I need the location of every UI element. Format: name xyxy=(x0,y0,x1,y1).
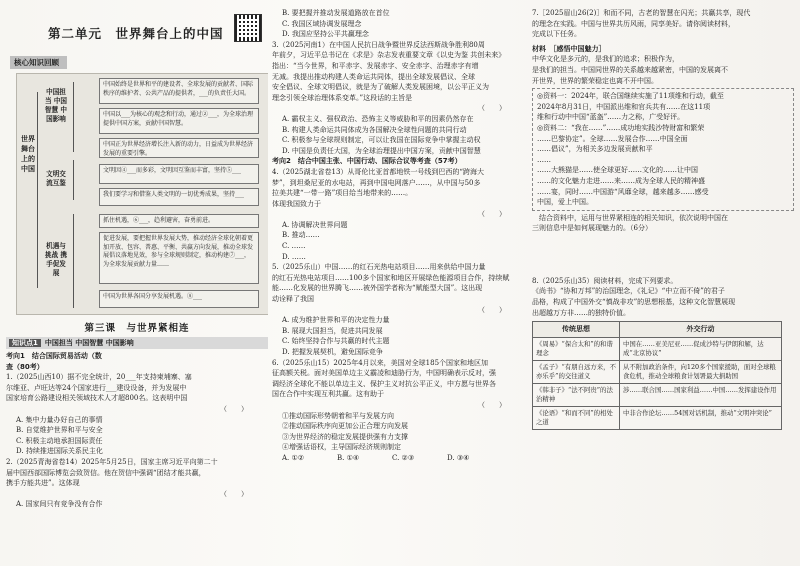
table-cell: 《孟子》“有朋自远方来，不亦乐乎”的交往道义 xyxy=(533,361,620,384)
option: C. 积极参与全球规则制定，可以让我国在国际竞争中掌握主动权 xyxy=(282,136,481,145)
question-text: 拉美共建“一带一路”项目给当地带来的……。 xyxy=(272,189,413,198)
table-cell: 中非合作论坛……54国对话机制，推动“文明冲突论” xyxy=(620,407,782,430)
mind-map-connector xyxy=(73,82,74,152)
lesson-title: 第三课 与世界紧相连 xyxy=(84,323,190,334)
question-text: 国在合作中实现互利共赢。这有助于 xyxy=(272,390,384,399)
table-cell: 中国在……亚美尼亚……促成沙特与伊朗和解，达成“北京协议” xyxy=(620,338,782,361)
task-text: 三则信息中是如何展现魅力的。（6分） xyxy=(532,224,652,233)
statement: ①推动国际形势朝着和平与发展方向 xyxy=(282,411,394,420)
option: C. 积极主动地承担国际责任 xyxy=(16,436,103,445)
mind-map-box: 中国为世界各国分享发展机遇。⑧___ xyxy=(99,290,259,308)
table-header: 传统思想 xyxy=(533,322,620,338)
material-text: 《尚书》“协和万邦”的治国理念，《礼记》“中立而不倚”的君子 xyxy=(532,287,725,296)
review-tag: 核心知识回顾 xyxy=(10,56,67,69)
option: C. 我国区域协调发展理念 xyxy=(282,19,362,28)
task-text: 结合资料中，运用与世界紧相连的相关知识，依次说明中国在 xyxy=(532,213,728,222)
option: C. ②③ xyxy=(392,453,415,462)
right-column xyxy=(532,8,794,560)
question-text: 理念引领全球治理体系变革。”这段话的主旨是 xyxy=(272,93,413,102)
material-text: ……宴，同时……中国游“风靡全球，越来越多……感受 xyxy=(537,187,709,196)
material-text: 品格，构成了中国外交“慎战非攻”的思想根基，这种文化智慧展现 xyxy=(532,298,736,307)
answer-blank: （ ） xyxy=(478,400,506,409)
option: A. 成为维护世界和平的决定性力量 xyxy=(282,316,390,325)
question-text: 指出：“当今世界，和平赤字、发展赤字、安全赤字、治理赤字有增 xyxy=(272,61,479,70)
option: D. 中国是负责任大国，为全球治理提出中国方案，贡献中国智慧 xyxy=(282,146,481,155)
question-text: 梦”，到坦桑尼亚的水电站，再到中国电网落户……，从中国与50多 xyxy=(272,178,481,187)
knowledge-point-number: 知识点1 xyxy=(9,339,41,347)
option: D. …… xyxy=(282,252,306,261)
mind-map-box: 中国正为世界经济增长注入新的动力，日益成为世界经济发展的重要引擎。 xyxy=(99,138,259,158)
exam-count: 查（80考） xyxy=(6,362,44,371)
question-text: 无减。我提出推动构建人类命运共同体，提出全球发展倡议、全球 xyxy=(272,72,475,81)
mind-map-box: 中国以___为核心的观念和行动，通过②___，为全球治理提供中国方案，贡献中国智慧。 xyxy=(99,108,259,134)
question-text: 动诠释了我国 xyxy=(272,295,314,304)
statement: ②推动国际秩序向更加公正合理方向发展 xyxy=(282,422,408,431)
option: B. 要把握并推动发展道路放在首位 xyxy=(282,9,390,17)
material-box xyxy=(532,88,794,211)
branch-opportunity: 机遇与挑战 携手促发展 xyxy=(44,242,68,277)
question-text: 征高额关税。面对美国单边主义霸凌和迪胁行为，中国明确表示反对，强 xyxy=(272,369,496,378)
material-text: ……的文化魅力走进……来……成为全球人民的精神盛 xyxy=(537,176,705,185)
table-cell: 《论语》“和而不同”的相处之道 xyxy=(533,407,620,430)
question-text: 国家培育公路建设相关领域技术人才超800名。这表明中国 xyxy=(6,394,188,403)
answer-space xyxy=(532,234,794,276)
option: D. 持续推进国际关系民主化 xyxy=(16,447,103,456)
material-text: ……大熊猫是……使全球更好……文化的……让中国 xyxy=(537,166,698,175)
table-row xyxy=(533,338,782,361)
mind-map-connector xyxy=(73,214,74,308)
option: B. 推动…… xyxy=(282,231,320,240)
option: A. ①② xyxy=(282,453,305,462)
question-text: 2.（2025青海省卷14）2025年5月25日，国家主席习近平向第二十 xyxy=(6,457,218,466)
option: C. 始终坚持合作与共赢的时代主题 xyxy=(282,337,390,346)
question-text: 的红石光热电站项目……100多个国家和地区开展绿色能源项目合作，持续赋 xyxy=(272,273,510,282)
material-text: ◎资料二：“我在……”……成功地实践沙特财富和繁荣 xyxy=(537,123,705,132)
answer-blank: （ ） xyxy=(478,210,506,219)
table-row xyxy=(533,384,782,407)
unit-title: 第二单元 世界舞台上的中国 xyxy=(48,26,224,41)
left-column xyxy=(6,8,268,560)
question-text: 1.（2025山西10）据不完全统计，20___年支持柬埔寨、塞 xyxy=(6,373,192,382)
question-text: 7.［2025眉山26(2)］和而不同，古老的智慧在闪光；共赢共享，现代 xyxy=(532,9,751,17)
question-text: 安全倡议、全球文明倡议，就是为了破解人类发展困境，以公平正义为 xyxy=(272,83,489,92)
answer-blank: （ ） xyxy=(478,305,506,314)
question-text: 年前夕，习近平总书记在《求是》杂志发表重要文章《以史为鉴 共创未来》 xyxy=(272,51,506,60)
branch-civilization: 文明交流互鉴 xyxy=(46,170,66,187)
mind-map-box: 中国始终是世界和平的建设者、全球发展的贡献者、国际秩序的维护者、公共产品的提供者，___的负责任大国。 xyxy=(99,78,259,104)
table-row xyxy=(533,407,782,430)
option: D. 我国应坚持公平共赢理念 xyxy=(282,30,369,39)
question-text: 能……化发展的世界腾飞……被外国学者称为“赋能型大国”。这出现 xyxy=(272,284,483,293)
mind-map-connector xyxy=(37,92,38,288)
table-cell: 从不附加政治条件，向120多个国家援助，面对全球粮食危机，推动全球粮食计划署最大捐助国 xyxy=(620,361,782,384)
middle-column xyxy=(272,8,526,560)
material-text: 开世界，世界的繁荣稳定也离不开中国。 xyxy=(532,76,658,85)
qr-code-icon xyxy=(234,14,262,42)
exam-direction: 考向1 结合国际贸易活动（数 xyxy=(6,352,102,360)
table-header: 外交行动 xyxy=(620,322,782,338)
table-cell: 《韩非子》“法不阿贵”的法治精神 xyxy=(533,384,620,407)
material-text: 中国，爱上中国。 xyxy=(537,198,593,207)
answer-blank: （ ） xyxy=(220,404,248,413)
question-text: 4.（2025湖北省卷13）从哥伦比亚首都地铁一号线到巴西的“跨海大 xyxy=(272,167,484,176)
culture-diplomacy-table xyxy=(532,321,782,430)
option: B. 展现大国担当，促进共同发展 xyxy=(282,326,383,335)
question-text: 携手方能共进”。这体现 xyxy=(6,479,80,488)
question-text: 8.（2025乐山35）阅读材料，完成下列要求。 xyxy=(532,276,678,285)
mind-map-box: 我们要学习和借鉴人类文明的一切优秀成果，坚持___ xyxy=(99,188,259,206)
option: D. 把握发展契机，避免国际竞争 xyxy=(282,348,383,356)
question-text: 调经济全球化不能以单边主义、保护主义对抗公平正义，中方愿与世界各 xyxy=(272,379,496,388)
knowledge-point-title: 中国担当 中国智慧 中国影响 xyxy=(44,339,134,347)
mind-map xyxy=(16,73,268,315)
option: A. 国家间只有竞争没有合作 xyxy=(16,500,103,509)
mind-map-root: 世界舞台上的中国 xyxy=(21,134,35,173)
question-text: 6.（2025乐山15）2025年4月以来，美国对全球185个国家和地区加 xyxy=(272,358,489,367)
mind-map-connector xyxy=(73,160,74,200)
material-text: ◎资料一：2024年，联合国继续实施了11项维和行动，截至 xyxy=(537,92,724,101)
question-text: 3.（2025河南1）在中国人民抗日战争暨世界反法西斯战争胜利80周 xyxy=(272,40,485,49)
material-text: ……倡议”，为相关多边发展贡献和平 xyxy=(537,145,653,154)
material-text: ……巴黎协定”。全球……发展合作……中国全面 xyxy=(537,134,688,143)
material-text: …… xyxy=(537,155,551,164)
material-text: 中华文化是多元的，是我们的追求；积极作为， xyxy=(532,55,679,64)
option: B. 自觉维护世界和平与安全 xyxy=(16,426,103,435)
material-title: 材料 ［感悟中国魅力］ xyxy=(532,44,606,53)
question-text: 完成以下任务。 xyxy=(532,30,581,39)
option: B. ①④ xyxy=(337,453,360,462)
mind-map-box: 文明因④___而多彩，文明因互鉴而丰富，坚持⑤___ xyxy=(99,164,259,184)
mind-map-box: 抓住机遇，⑥___，趋利避害，奋勇前进。 xyxy=(99,214,259,228)
statement: ③为世界经济的稳定发展提供强有力支撑 xyxy=(282,432,408,441)
material-text: 是我们的担当。中国同世界的关系越来越紧密，中国的发展离不 xyxy=(532,65,728,74)
material-text: 出超越万方非……的独特价值。 xyxy=(532,308,630,317)
material-text: 2024年8月31日，中国派出维和官兵共有……在这11项 xyxy=(537,102,711,111)
option: C. …… xyxy=(282,242,306,251)
option: A. 协调解决世界问题 xyxy=(282,220,348,229)
branch-china-role: 中国担当 中国智慧 中国影响 xyxy=(44,88,68,123)
question-text: 的理念在实践。中国与世界共历风雨，同享美好。请你阅读材料， xyxy=(532,19,735,28)
option: A. 集中力量办好自己的事情 xyxy=(16,415,103,424)
question-text: 体现我国致力于 xyxy=(272,199,321,208)
answer-blank: （ ） xyxy=(478,104,506,113)
statement: ④增强话语权，主导国际经济规则制定 xyxy=(282,443,401,452)
material-text: 维和行动中中国“蓝盔”……力之称，广受好评。 xyxy=(537,113,685,122)
question-text: 5.（2025乐山）中国……的红石光热电站项目……用来供给中国力量 xyxy=(272,263,486,272)
option: B. 构建人类命运共同体成为各国解决全球性问题的共同行动 xyxy=(282,125,467,134)
answer-blank: （ ） xyxy=(220,489,248,498)
option: A. 霸权主义、强权政治、恐怖主义等威胁和平的因素仍然存在 xyxy=(282,114,474,123)
knowledge-point-header xyxy=(6,337,268,349)
table-cell: 《周易》“保合太和”的和谐理念 xyxy=(533,338,620,361)
exam-direction: 考向2 结合中国主张、中国行动、国际合议等考查（57考） xyxy=(272,157,462,166)
option: D. ③④ xyxy=(447,453,470,462)
question-text: 尔维亚、卢旺达等24个国家进行___建设设备，并为发展中 xyxy=(6,383,187,392)
mind-map-box: 促进发展，要把握世界发展大势，推动经济全球化朝着更加开放、包容、普惠、平衡、共赢方向发展，推动全球发展倡议落地见效，参与全球规则制定，推动构建⑦___，为全球发展贡献力量…… xyxy=(99,232,259,284)
option-row xyxy=(272,453,526,464)
table-cell: 涉……联合国……国家利益……中国……发挥建设作用 xyxy=(620,384,782,407)
question-text: 届中国西部国际博览会致贺信。他在贺信中强调“团结才能共赢， xyxy=(6,468,206,477)
table-header-row xyxy=(533,322,782,338)
table-row xyxy=(533,361,782,384)
